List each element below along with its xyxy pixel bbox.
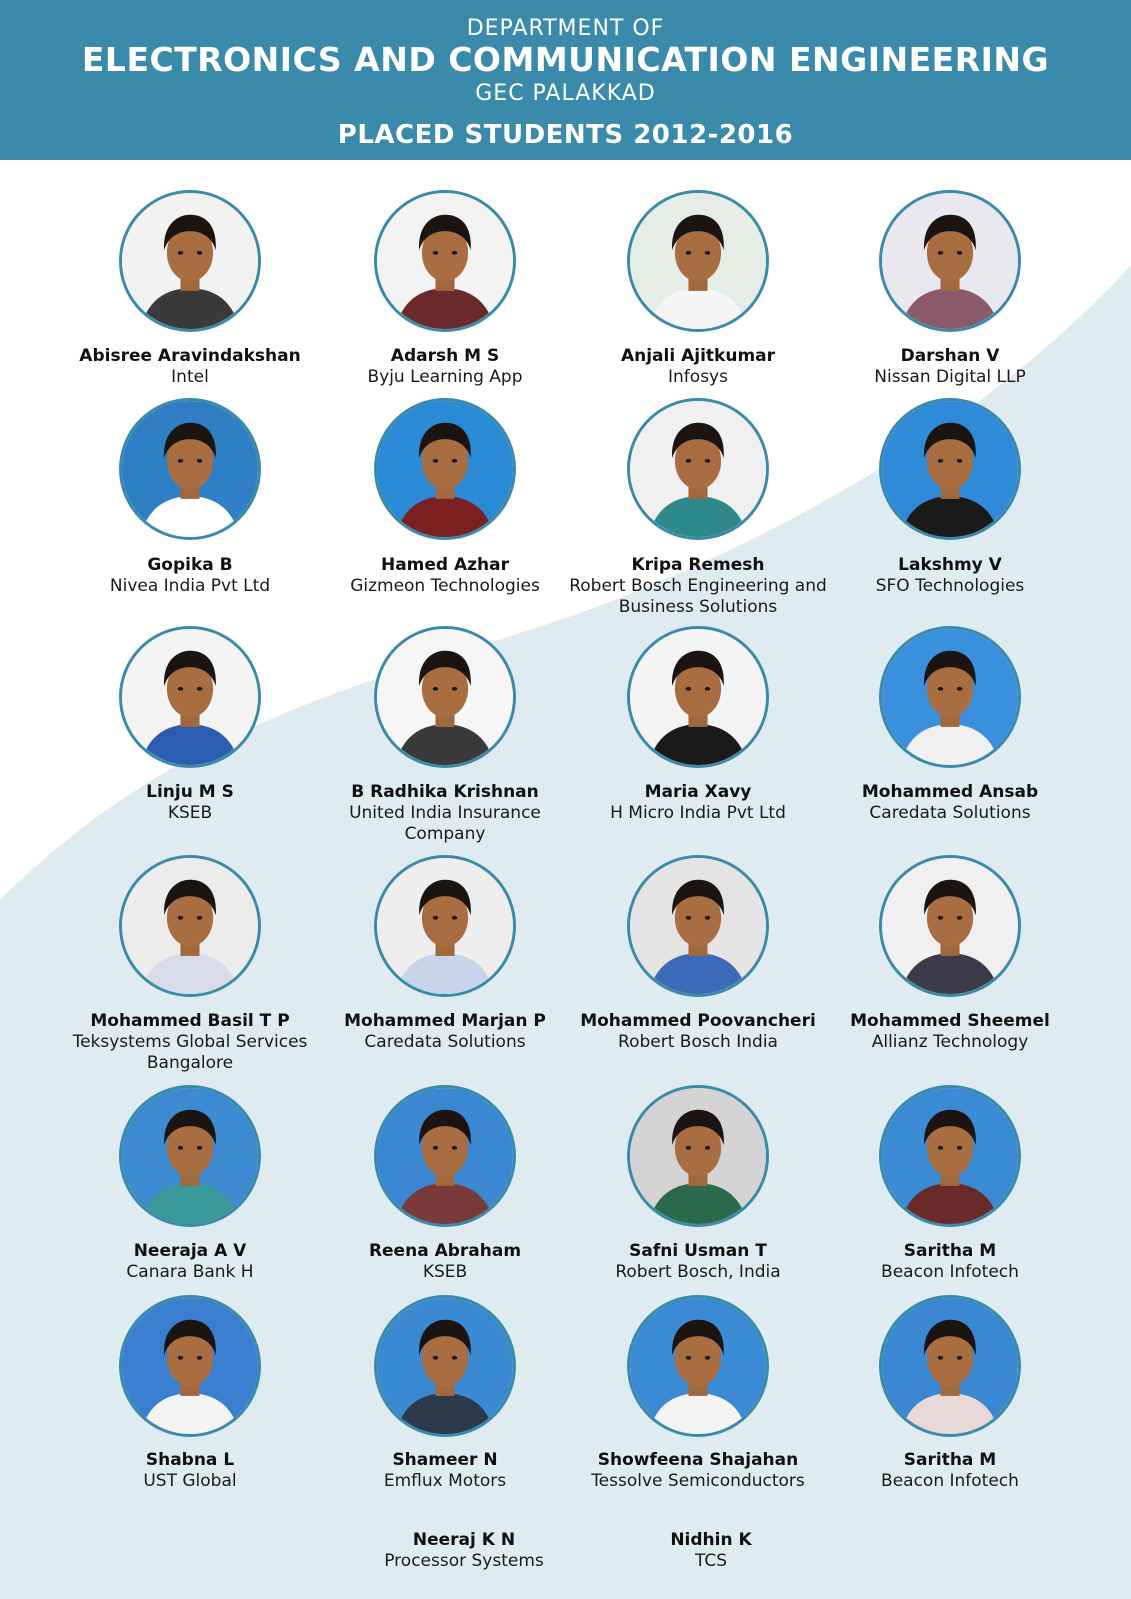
student-photo [627, 1295, 769, 1437]
student-company: Canara Bank H [126, 1262, 254, 1282]
student-photo [627, 190, 769, 332]
student-photo [119, 398, 261, 540]
student-company: Robert Bosch Engineering and Business Solutions [569, 576, 827, 617]
student-caption [60, 782, 320, 824]
student-caption [60, 346, 320, 388]
student-name: Darshan V [900, 346, 1000, 366]
student-name: Linju M S [146, 782, 234, 802]
student-caption [315, 555, 575, 597]
portrait-placeholder [630, 629, 766, 765]
student-photo [879, 398, 1021, 540]
student-caption [315, 1450, 575, 1492]
student-photo [627, 626, 769, 768]
student-photo [374, 1085, 516, 1227]
portrait-placeholder [882, 401, 1018, 537]
student-photo [374, 1295, 516, 1437]
portrait-placeholder [377, 1088, 513, 1224]
student-photo [627, 855, 769, 997]
student-company: UST Global [143, 1471, 237, 1491]
student-name: Neeraj K N [412, 1530, 516, 1550]
student-name: B Radhika Krishnan [351, 782, 539, 802]
portrait-placeholder [122, 401, 258, 537]
student-caption [568, 1450, 828, 1492]
student-caption [60, 1241, 320, 1283]
portrait-placeholder [377, 193, 513, 329]
student-caption [568, 1011, 828, 1053]
student-caption [315, 346, 575, 388]
portrait-placeholder [630, 193, 766, 329]
student-caption [820, 346, 1080, 388]
student-caption [315, 782, 575, 845]
student-name: Mohammed Ansab [861, 782, 1039, 802]
student-company: Nivea India Pvt Ltd [109, 576, 271, 596]
student-caption [820, 1450, 1080, 1492]
student-name: Neeraja A V [133, 1241, 247, 1261]
student-name: Kripa Remesh [631, 555, 765, 575]
student-name: Shabna L [145, 1450, 235, 1470]
department-name: ELECTRONICS AND COMMUNICATION ENGINEERING [81, 40, 1050, 79]
portrait-placeholder [630, 858, 766, 994]
student-name: Anjali Ajitkumar [620, 346, 776, 366]
student-photo [627, 1085, 769, 1227]
student-company: Gizmeon Technologies [350, 576, 540, 596]
student-company: Beacon Infotech [881, 1471, 1019, 1491]
student-photo [879, 190, 1021, 332]
student-name: Mohammed Sheemel [850, 1011, 1050, 1031]
department-of-label: DEPARTMENT OF [466, 16, 665, 41]
student-caption [820, 1241, 1080, 1283]
page-title: PLACED STUDENTS 2012-2016 [337, 120, 794, 150]
student-company: United India Insurance Company [349, 803, 541, 844]
portrait-placeholder [377, 401, 513, 537]
portrait-placeholder [377, 1298, 513, 1434]
student-name: Saritha M [903, 1241, 997, 1261]
student-company: Robert Bosch India [618, 1032, 778, 1052]
student-name: Mohammed Poovancheri [580, 1011, 816, 1031]
student-photo [374, 398, 516, 540]
portrait-placeholder [122, 1298, 258, 1434]
student-caption [820, 782, 1080, 824]
student-name: Mohammed Basil T P [90, 1011, 290, 1031]
student-company: SFO Technologies [875, 576, 1025, 596]
student-company: Allianz Technology [871, 1032, 1029, 1052]
student-photo [374, 855, 516, 997]
portrait-placeholder [882, 1298, 1018, 1434]
portrait-placeholder [122, 1088, 258, 1224]
college-name: GEC PALAKKAD [475, 81, 656, 106]
student-photo [119, 855, 261, 997]
student-name: Mohammed Marjan P [344, 1011, 546, 1031]
student-photo [627, 398, 769, 540]
student-photo [119, 626, 261, 768]
student-photo [374, 190, 516, 332]
student-company: H Micro India Pvt Ltd [610, 803, 786, 823]
student-company: Byju Learning App [367, 367, 523, 387]
student-photo [879, 1295, 1021, 1437]
student-name: Reena Abraham [368, 1241, 522, 1261]
student-photo [879, 626, 1021, 768]
student-photo [119, 1295, 261, 1437]
student-caption [60, 1450, 320, 1492]
student-photo [879, 1085, 1021, 1227]
student-caption [315, 1011, 575, 1053]
portrait-placeholder [122, 858, 258, 994]
student-name: Maria Xavy [644, 782, 752, 802]
student-company: Emflux Motors [383, 1471, 507, 1491]
student-caption [820, 1011, 1080, 1053]
student-photo [374, 626, 516, 768]
student-name: Adarsh M S [390, 346, 500, 366]
student-company: Infosys [668, 367, 728, 387]
student-name: Nidhin K [670, 1530, 752, 1550]
student-name: Lakshmy V [898, 555, 1002, 575]
student-company: Caredata Solutions [364, 1032, 526, 1052]
student-photo [119, 190, 261, 332]
student-caption [568, 346, 828, 388]
student-company: Nissan Digital LLP [874, 367, 1026, 387]
student-caption [568, 555, 828, 618]
student-name: Safni Usman T [629, 1241, 767, 1261]
student-name: Hamed Azhar [380, 555, 510, 575]
student-caption [60, 555, 320, 597]
portrait-placeholder [377, 629, 513, 765]
page-header [0, 0, 1131, 160]
portrait-placeholder [882, 1088, 1018, 1224]
student-caption [315, 1241, 575, 1283]
student-company: KSEB [422, 1262, 468, 1282]
student-company: KSEB [167, 803, 213, 823]
portrait-placeholder [122, 193, 258, 329]
student-caption [581, 1530, 841, 1572]
student-company: TCS [694, 1551, 728, 1571]
portrait-placeholder [882, 629, 1018, 765]
student-caption [334, 1530, 594, 1572]
student-caption [568, 782, 828, 824]
portrait-placeholder [630, 401, 766, 537]
portrait-placeholder [630, 1088, 766, 1224]
student-company: Tessolve Semiconductors [591, 1471, 805, 1491]
student-company: Beacon Infotech [881, 1262, 1019, 1282]
student-name: Showfeena Shajahan [597, 1450, 799, 1470]
portrait-placeholder [377, 858, 513, 994]
student-company: Processor Systems [384, 1551, 544, 1571]
portrait-placeholder [882, 193, 1018, 329]
portrait-placeholder [122, 629, 258, 765]
student-name: Saritha M [903, 1450, 997, 1470]
portrait-placeholder [882, 858, 1018, 994]
student-caption [820, 555, 1080, 597]
student-caption [568, 1241, 828, 1283]
student-company: Robert Bosch, India [615, 1262, 781, 1282]
portrait-placeholder [630, 1298, 766, 1434]
student-company: Teksystems Global Services Bangalore [72, 1032, 308, 1073]
student-photo [119, 1085, 261, 1227]
student-name: Gopika B [147, 555, 233, 575]
student-photo [879, 855, 1021, 997]
student-name: Shameer N [392, 1450, 498, 1470]
student-name: Abisree Aravindakshan [79, 346, 301, 366]
student-company: Caredata Solutions [869, 803, 1031, 823]
student-company: Intel [171, 367, 209, 387]
student-caption [60, 1011, 320, 1074]
